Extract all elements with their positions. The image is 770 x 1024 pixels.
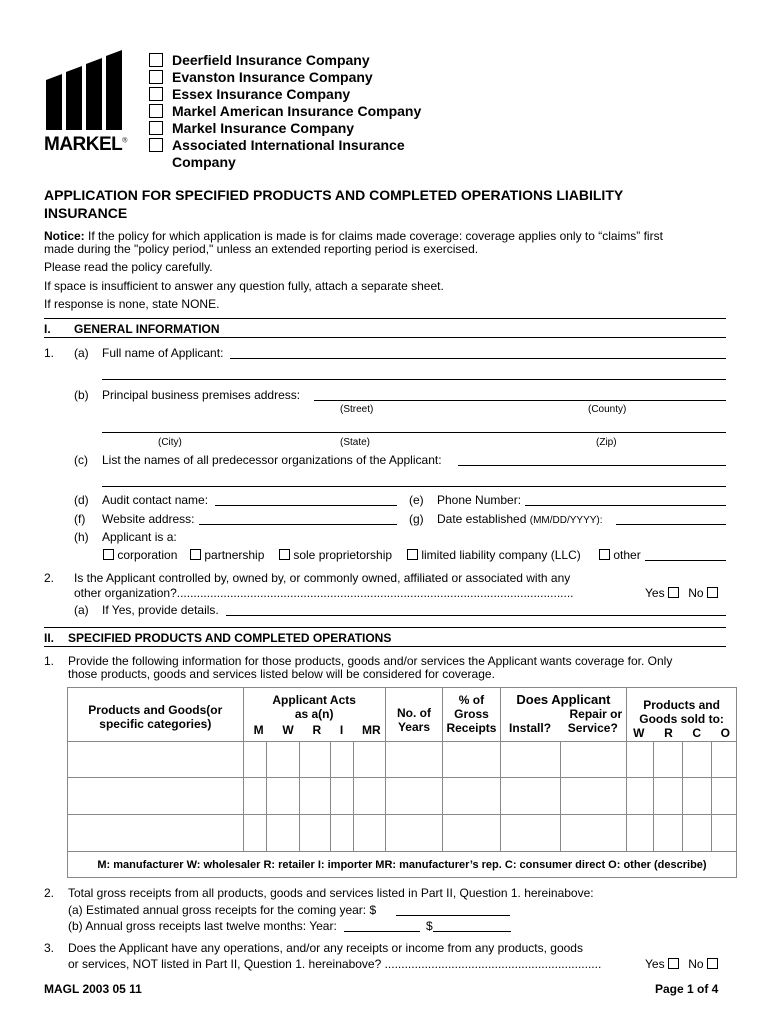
section-2-number: II. bbox=[44, 631, 55, 645]
company-checkbox-evanston[interactable] bbox=[149, 70, 163, 84]
entity-type-row bbox=[103, 548, 177, 562]
item-label: (g) bbox=[409, 512, 424, 526]
company-label: Associated International Insurance bbox=[172, 137, 405, 153]
table-cell[interactable] bbox=[385, 742, 442, 778]
company-label: Markel American Insurance Company bbox=[172, 103, 422, 119]
table-cell[interactable] bbox=[443, 778, 500, 815]
other-entity-field[interactable] bbox=[645, 560, 726, 561]
company-label: Evanston Insurance Company bbox=[172, 69, 373, 85]
estimated-receipts-field[interactable] bbox=[396, 915, 510, 916]
corporation-checkbox[interactable] bbox=[103, 549, 114, 560]
does-applicant-header bbox=[500, 688, 626, 742]
dollar-sign: $ bbox=[426, 919, 433, 933]
header-line: Products and Goods(or bbox=[88, 702, 223, 717]
notice-line bbox=[44, 229, 663, 243]
yes-label: Yes bbox=[645, 586, 665, 600]
details-field[interactable] bbox=[226, 615, 726, 616]
section-2-title: SPECIFIED PRODUCTS AND COMPLETED OPERATIONS bbox=[68, 631, 392, 645]
acts-code: W bbox=[282, 723, 294, 737]
phone-field[interactable] bbox=[525, 505, 726, 506]
table-cell[interactable] bbox=[443, 815, 500, 852]
response-none-text: If response is none, state NONE. bbox=[44, 297, 220, 311]
sold-code: R bbox=[664, 726, 673, 740]
header-line: Products and bbox=[643, 698, 720, 712]
markel-logo bbox=[44, 48, 134, 160]
header-line: as a(n) bbox=[294, 707, 334, 721]
company-label: Company bbox=[172, 154, 236, 170]
table-cell[interactable] bbox=[331, 778, 354, 815]
full-name-label: Full name of Applicant: bbox=[102, 346, 224, 360]
company-label: Essex Insurance Company bbox=[172, 86, 351, 102]
service-header: Service? bbox=[567, 721, 618, 735]
form-number: MAGL 2003 05 11 bbox=[44, 982, 142, 996]
sole-proprietorship-label: sole proprietorship bbox=[293, 548, 393, 562]
provide-details-label: If Yes, provide details. bbox=[102, 603, 219, 617]
corporation-label: corporation bbox=[117, 548, 178, 562]
question-number: 1. bbox=[44, 346, 55, 360]
table-cell[interactable] bbox=[711, 778, 736, 815]
acts-code: MR bbox=[362, 723, 381, 737]
item-label: (e) bbox=[409, 493, 424, 507]
acts-code: I bbox=[339, 723, 344, 737]
other-operations-no-checkbox[interactable] bbox=[707, 958, 718, 969]
header-line: Gross bbox=[454, 707, 489, 721]
header-line: Goods sold to: bbox=[639, 712, 724, 726]
table-cell[interactable] bbox=[682, 742, 711, 778]
full-name-field[interactable] bbox=[230, 358, 726, 359]
question-number: 1. bbox=[44, 654, 55, 668]
table-cell[interactable] bbox=[68, 778, 244, 815]
sold-code: C bbox=[692, 726, 702, 740]
header-line: No. of bbox=[396, 705, 431, 720]
item-label: (a) bbox=[74, 603, 89, 617]
date-format-hint: (MM/DD/YYYY): bbox=[529, 515, 603, 526]
applicant-type-label: Applicant is a: bbox=[102, 530, 177, 544]
table-cell[interactable] bbox=[385, 778, 442, 815]
annual-receipts-label: (b) Annual gross receipts last twelve months: Year: bbox=[68, 919, 337, 933]
county-caption: (County) bbox=[588, 404, 627, 415]
table-cell[interactable] bbox=[354, 815, 385, 852]
table-cell[interactable] bbox=[627, 742, 654, 778]
table-cell[interactable] bbox=[654, 815, 682, 852]
audit-contact-label: Audit contact name: bbox=[102, 493, 209, 507]
table-cell[interactable] bbox=[331, 815, 354, 852]
header-line: specific categories) bbox=[99, 716, 212, 731]
company-label: Markel Insurance Company bbox=[172, 120, 355, 136]
table-cell[interactable] bbox=[500, 778, 561, 815]
item-label: (a) bbox=[74, 346, 89, 360]
item-label: (b) bbox=[74, 388, 89, 402]
sole-proprietorship-checkbox[interactable] bbox=[279, 549, 290, 560]
table-cell[interactable] bbox=[682, 815, 711, 852]
sold-code: O bbox=[720, 726, 730, 740]
entity-type-row bbox=[190, 548, 264, 562]
table-legend: M: manufacturer W: wholesaler R: retailer I: importer MR: manufacturer’s rep. C: consumer direct O: other (describe) bbox=[68, 852, 737, 878]
controlled-yes-checkbox[interactable] bbox=[668, 587, 679, 598]
form-title-cont: INSURANCE bbox=[44, 205, 128, 221]
table-cell[interactable] bbox=[500, 815, 561, 852]
phone-label: Phone Number: bbox=[437, 493, 522, 507]
company-checkbox-deerfield[interactable] bbox=[149, 53, 163, 67]
full-name-field-2[interactable] bbox=[102, 379, 726, 380]
table-cell[interactable] bbox=[561, 815, 627, 852]
table-cell[interactable] bbox=[385, 815, 442, 852]
table-cell[interactable] bbox=[266, 815, 299, 852]
address-label: Principal business premises address: bbox=[102, 388, 301, 402]
estimated-receipts-label: (a) Estimated annual gross receipts for the coming year: $ bbox=[68, 903, 377, 917]
years-header bbox=[385, 688, 442, 742]
other-operations-question: Does the Applicant have any operations, and/or any receipts or income from any products, goods bbox=[68, 941, 583, 955]
table-cell[interactable] bbox=[561, 742, 627, 778]
entity-type-row bbox=[599, 548, 641, 562]
section-divider bbox=[44, 646, 726, 647]
table-cell[interactable] bbox=[627, 778, 654, 815]
section-1-number: I. bbox=[44, 322, 51, 336]
header-line: Repair or bbox=[569, 707, 623, 721]
products-table bbox=[67, 687, 737, 878]
item-label: (c) bbox=[74, 453, 88, 467]
item-label: (f) bbox=[74, 512, 86, 526]
table-cell[interactable] bbox=[682, 778, 711, 815]
table-cell[interactable] bbox=[627, 815, 654, 852]
section-divider bbox=[44, 627, 726, 628]
controlled-question-cont: other organization?....................................................................................................................... bbox=[74, 586, 574, 600]
question-number: 3. bbox=[44, 941, 55, 955]
state-caption: (State) bbox=[340, 437, 371, 448]
predecessor-label: List the names of all predecessor organizations of the Applicant: bbox=[102, 453, 442, 467]
annual-receipts-field[interactable] bbox=[433, 931, 511, 932]
company-checkbox-essex[interactable] bbox=[149, 87, 163, 101]
city-state-zip-field[interactable] bbox=[102, 432, 726, 433]
table-cell[interactable] bbox=[68, 815, 244, 852]
llc-checkbox[interactable] bbox=[407, 549, 418, 560]
provide-info-text: Provide the following information for those products, goods and/or services the Applicant wants coverage for. Only bbox=[68, 654, 673, 668]
table-cell[interactable] bbox=[68, 742, 244, 778]
controlled-no-checkbox[interactable] bbox=[707, 587, 718, 598]
other-operations-question-cont: or services, NOT listed in Part II, Question 1. hereinabove? ................................................................. bbox=[68, 957, 602, 971]
table-cell[interactable] bbox=[443, 742, 500, 778]
other-entity-checkbox[interactable] bbox=[599, 549, 610, 560]
section-divider bbox=[44, 318, 726, 319]
legend-row bbox=[68, 852, 737, 878]
city-caption: (City) bbox=[158, 437, 182, 448]
predecessor-field-2[interactable] bbox=[102, 486, 726, 487]
company-checkbox-markel-american[interactable] bbox=[149, 104, 163, 118]
table-cell[interactable] bbox=[654, 778, 682, 815]
notice-text: If the policy for which application is made is for claims made coverage: coverage applies only to “claims” first bbox=[84, 229, 663, 243]
table-cell[interactable] bbox=[331, 742, 354, 778]
controlled-yes-no bbox=[645, 586, 718, 600]
table-cell[interactable] bbox=[561, 778, 627, 815]
install-header: Install? bbox=[509, 721, 552, 735]
table-row bbox=[68, 778, 737, 815]
table-cell[interactable] bbox=[243, 815, 266, 852]
partnership-checkbox[interactable] bbox=[190, 549, 201, 560]
logo-reg: ® bbox=[122, 137, 127, 145]
header-line: % of bbox=[458, 693, 485, 707]
table-cell[interactable] bbox=[243, 778, 266, 815]
table-cell[interactable] bbox=[500, 742, 561, 778]
section-divider bbox=[44, 337, 726, 338]
zip-caption: (Zip) bbox=[596, 437, 617, 448]
date-established-label bbox=[437, 512, 603, 528]
audit-contact-field[interactable] bbox=[215, 505, 397, 506]
table-cell[interactable] bbox=[300, 778, 331, 815]
company-checkbox-associated-international[interactable] bbox=[149, 138, 163, 152]
table-cell[interactable] bbox=[354, 778, 385, 815]
item-label: (d) bbox=[74, 493, 89, 507]
form-title: APPLICATION FOR SPECIFIED PRODUCTS AND COMPLETED OPERATIONS LIABILITY bbox=[44, 187, 624, 203]
year-field[interactable] bbox=[344, 931, 420, 932]
acts-header bbox=[243, 688, 385, 742]
section-1-title: GENERAL INFORMATION bbox=[74, 322, 220, 336]
products-header bbox=[68, 688, 244, 742]
total-receipts-text: Total gross receipts from all products, goods and services listed in Part II, Question 1. hereinabove: bbox=[68, 886, 594, 900]
gross-header bbox=[443, 688, 500, 742]
other-entity-label: other bbox=[613, 548, 641, 562]
logo-wordmark bbox=[44, 134, 127, 156]
street-caption: (Street) bbox=[340, 404, 374, 415]
website-field[interactable] bbox=[199, 524, 397, 525]
yes-label: Yes bbox=[645, 957, 665, 971]
acts-code: R bbox=[312, 723, 322, 737]
predecessor-field[interactable] bbox=[458, 465, 726, 466]
table-row bbox=[68, 742, 737, 778]
date-established-text: Date established bbox=[437, 512, 527, 526]
provide-info-text-cont: those products, goods and services listed below will be considered for coverage. bbox=[68, 667, 495, 681]
logo-text: MARKEL bbox=[44, 134, 123, 155]
llc-label: limited liability company (LLC) bbox=[421, 548, 581, 562]
table-cell[interactable] bbox=[711, 742, 736, 778]
read-policy-text: Please read the policy carefully. bbox=[44, 260, 213, 274]
table-cell[interactable] bbox=[711, 815, 736, 852]
no-label: No bbox=[688, 586, 704, 600]
partnership-label: partnership bbox=[204, 548, 265, 562]
company-label: Deerfield Insurance Company bbox=[172, 52, 370, 68]
header-line: Does Applicant bbox=[516, 692, 611, 707]
company-checkbox-markel-insurance[interactable] bbox=[149, 121, 163, 135]
notice-line-2: made during the "policy period," unless an extended reporting period is exercised. bbox=[44, 242, 479, 256]
table-cell[interactable] bbox=[354, 742, 385, 778]
controlled-question: Is the Applicant controlled by, owned by, or commonly owned, affiliated or associated with any bbox=[74, 571, 571, 585]
street-county-field[interactable] bbox=[314, 400, 726, 401]
header-line: Applicant Acts bbox=[272, 693, 356, 707]
sold-to-header bbox=[627, 688, 737, 742]
table-cell[interactable] bbox=[300, 742, 331, 778]
table-cell[interactable] bbox=[654, 742, 682, 778]
header-line: Receipts bbox=[446, 721, 497, 735]
acts-code: M bbox=[253, 723, 264, 737]
table-header-row bbox=[68, 688, 737, 742]
date-established-field[interactable] bbox=[616, 524, 726, 525]
question-number: 2. bbox=[44, 571, 55, 585]
notice-label: Notice: bbox=[44, 229, 85, 243]
header-line: Years bbox=[397, 719, 430, 734]
table-cell[interactable] bbox=[243, 742, 266, 778]
table-cell[interactable] bbox=[266, 742, 299, 778]
table-row bbox=[68, 815, 737, 852]
entity-type-row bbox=[407, 548, 581, 562]
website-label: Website address: bbox=[102, 512, 195, 526]
other-operations-yes-no bbox=[645, 957, 718, 971]
no-label: No bbox=[688, 957, 704, 971]
space-insufficient-text: If space is insufficient to answer any question fully, attach a separate sheet. bbox=[44, 279, 444, 293]
question-number: 2. bbox=[44, 886, 55, 900]
table-cell[interactable] bbox=[266, 778, 299, 815]
page-number: Page 1 of 4 bbox=[655, 982, 719, 996]
sold-code: W bbox=[633, 726, 645, 740]
table-cell[interactable] bbox=[300, 815, 331, 852]
item-label: (h) bbox=[74, 530, 89, 544]
other-operations-yes-checkbox[interactable] bbox=[668, 958, 679, 969]
entity-type-row bbox=[279, 548, 392, 562]
